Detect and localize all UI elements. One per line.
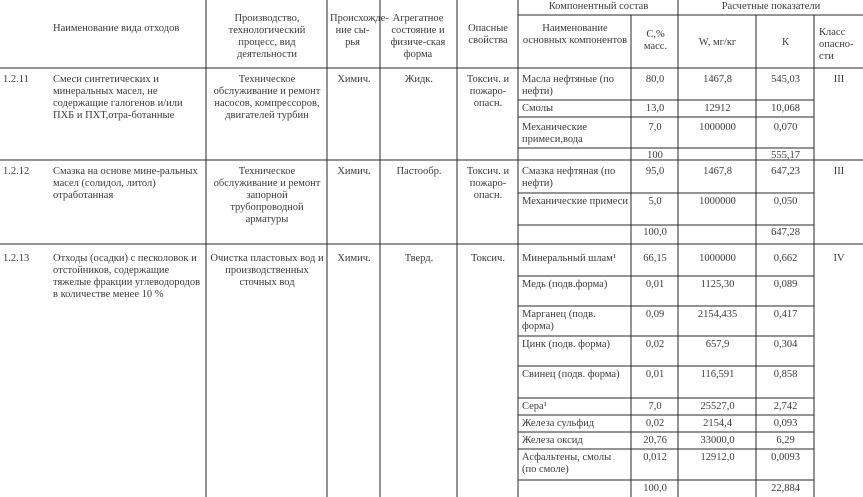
row-state: Пастообр. [396,166,442,177]
component-c: 0,01 [645,369,665,380]
row-hazard: Токсич. и пожаро-опасн. [466,166,510,201]
component-c: 0,09 [645,309,665,320]
component-w: 12912 [704,103,731,114]
component-name: Смолы [522,103,554,114]
header-component-name: Наименование основных компонентов [522,23,628,46]
component-name: Масла нефтяные (по нефти) [522,74,614,97]
header-composition-group: Компонентный состав [548,1,649,12]
row-origin: Химич. [337,253,371,264]
row-state: Тверд. [404,253,434,264]
header-state: Агрегатное состояние и физиче-ская форма [390,13,446,60]
header-origin: Происхожде-ние сы-рья [330,13,389,48]
component-c: 80,0 [645,74,665,85]
component-w: 116,591 [700,369,735,380]
header-name: Наименование вида отходов [53,23,180,34]
component-c: 66,15 [643,253,667,264]
row-production: Техническое обслуживание и ремонт насосов, компрессоров, двигателей турбин [213,74,321,121]
component-name: Железа сульфид [522,418,595,429]
total-k: 647,28 [771,227,800,238]
component-k: 10,068 [771,103,800,114]
component-c: 7,0 [648,401,662,412]
component-c: 0,012 [643,452,667,463]
row-code: 1.2.12 [3,166,30,177]
component-c: 0,02 [645,339,665,350]
component-k: 6,29 [776,435,795,446]
component-k: 0,089 [773,279,798,290]
row-class: IV [833,253,845,264]
header-w: W, мг/кг [698,37,737,48]
component-k: 0,304 [773,339,798,350]
component-w: 2154,4 [703,418,732,429]
total-k: 555,17 [771,150,800,161]
row-name: Отходы (осадки) с песколовок и отстойников, содержащие тяжелые фракции углеводородов в количестве менее 10 % [53,253,201,300]
component-k: 0,050 [773,196,798,207]
component-name: Асфальтены, смолы (по смоле) [522,452,612,475]
component-c: 5,0 [648,196,662,207]
component-w: 657,9 [705,339,730,350]
header-hazard: Опасные свойства [468,23,508,46]
component-name: Марганец (подв. форма) [522,309,596,332]
component-c: 13,0 [645,103,665,114]
component-name: Смазка нефтяная (по нефти) [522,166,616,189]
component-k: 0,417 [773,309,798,320]
component-w: 33000,0 [700,435,735,446]
component-name: Железа оксид [522,435,583,446]
row-code: 1.2.11 [3,74,29,85]
component-k: 0,0093 [771,452,800,463]
total-c: 100,0 [643,227,667,238]
component-c: 0,01 [645,279,665,290]
component-name: Сера¹ [522,401,547,412]
row-class: III [833,74,845,85]
component-c: 95,0 [645,166,665,177]
row-class: III [833,166,845,177]
row-hazard: Токсич. и пожаро-опасн. [466,74,510,109]
component-w: 12912,0 [700,452,735,463]
component-c: 0,02 [645,418,665,429]
total-c: 100,0 [643,483,667,494]
row-name: Смеси синтетических и минеральных масел, не содержащие галогенов и/или ПХБ и ПХТ,отра-ботанные [53,74,183,121]
row-hazard: Токсич. [471,253,505,264]
component-w: 1125,30 [700,279,735,290]
header-production: Производство, технологический процесс, вид деятельности [228,13,306,60]
row-code: 1.2.13 [3,253,30,264]
row-name: Смазка на основе мине-ральных масел (солидол, литол) отработанная [53,166,198,201]
component-w: 2154,435 [697,309,738,320]
row-origin: Химич. [337,74,371,85]
header-concentration: С,% масс. [643,29,668,52]
component-name: Минеральный шлам¹ [522,253,616,264]
component-c: 20,76 [643,435,667,446]
row-production: Техническое обслуживание и ремонт запорной трубопроводной арматуры [213,166,321,225]
header-k: К [781,37,789,48]
component-c: 7,0 [648,122,662,133]
component-k: 0,093 [773,418,798,429]
row-origin: Химич. [337,166,371,177]
component-k: 0,858 [773,369,798,380]
component-k: 0,070 [773,122,798,133]
total-k: 22,884 [771,483,800,494]
component-w: 1467,8 [703,74,732,85]
component-k: 0,662 [773,253,798,264]
component-name: Свинец (подв. форма) [522,369,620,380]
header-calc-group: Расчетные показатели [721,1,821,12]
component-k: 2,742 [773,401,798,412]
component-name: Медь (подв.форма) [522,279,608,290]
header-class: Класс опасно-сти [819,27,854,62]
row-production: Очистка пластовых вод и производственных сточных вод [210,253,324,288]
component-w: 1467,8 [703,166,732,177]
component-w: 1000000 [699,122,736,133]
component-k: 647,23 [771,166,800,177]
total-c: 100 [647,150,663,161]
component-name: Механические примеси,вода [522,122,587,145]
row-state: Жидк. [404,74,434,85]
component-w: 1000000 [699,253,736,264]
component-w: 25527,0 [700,401,735,412]
component-w: 1000000 [699,196,736,207]
component-name: Цинк (подв. форма) [522,339,611,350]
component-k: 545,03 [771,74,800,85]
component-name: Механические примеси [522,196,628,207]
